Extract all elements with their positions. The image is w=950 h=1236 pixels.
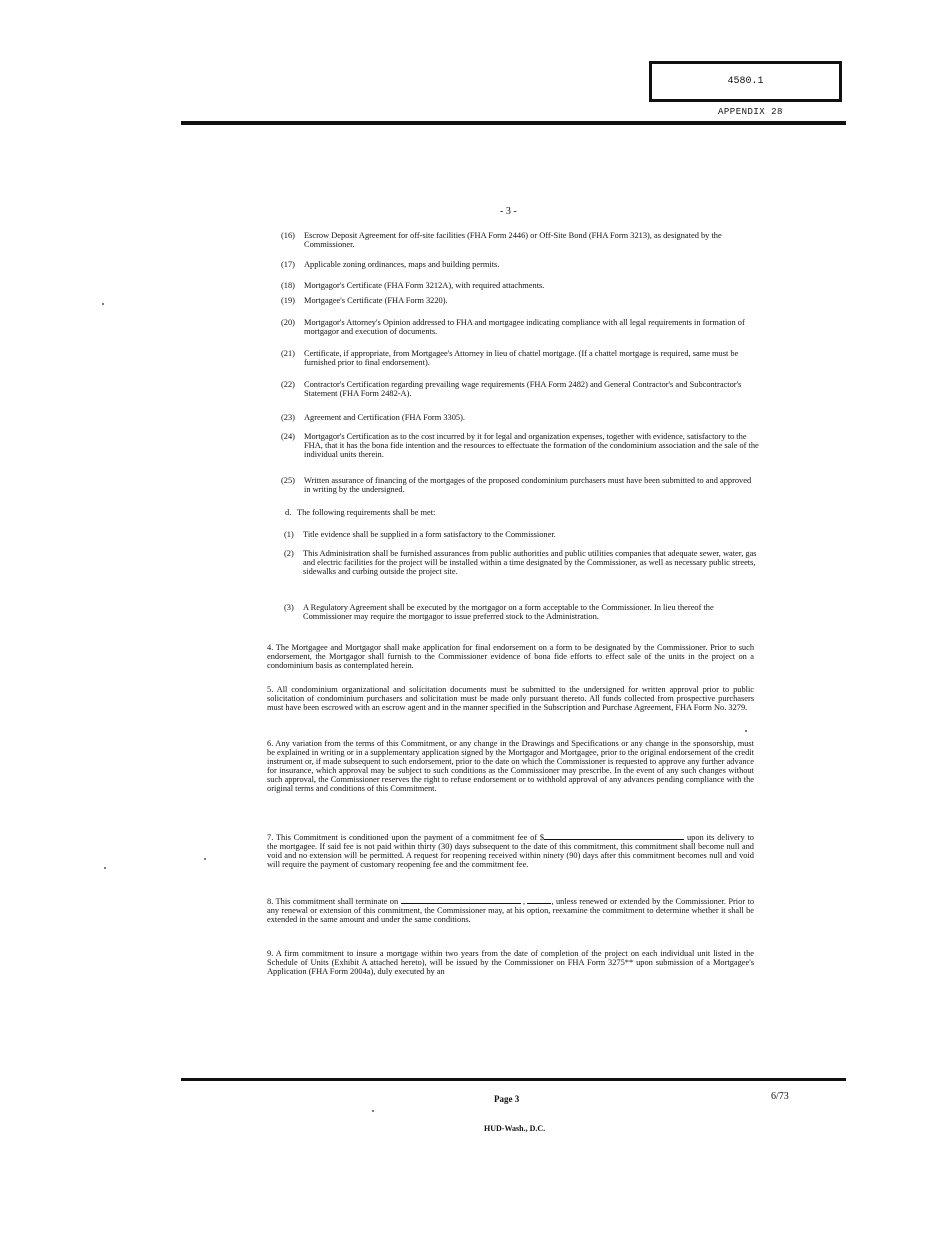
item-number: (3) (284, 603, 294, 612)
paragraph-7-start: 7. This Commitment is conditioned upon the payment of a commitment fee of $ (267, 833, 545, 842)
item-text: Mortgagor's Certificate (FHA Form 3212A), with required attachments. (304, 281, 545, 290)
page-marker: - 3 - (500, 206, 517, 217)
item-text: Mortgagor's Certification as to the cost incurred by it for legal and organization expenses, together with evidence, satisfactory to the FHA, that it has the bona fide intention and the resources to effectuate the formation of the condominium association and the sale of the individual units therein. (304, 432, 759, 459)
scan-speck (102, 303, 104, 305)
item-text: Written assurance of financing of the mortgages of the proposed condominium purchasers must have been submitted to and approved in writing by the undersigned. (304, 476, 752, 494)
paragraph-8-rest: , unless renewed or extended by the Commissioner. Prior to any renewal or extension of this commitment, the Commissioner may, at his option, reexamine the commitment to determine whether it shall be extended in the same amount and under the same conditions. (267, 897, 755, 924)
section-label: d. (285, 508, 292, 517)
list-item (281, 296, 759, 305)
list-item (281, 318, 759, 336)
paragraph-4: 4. The Mortgagee and Mortgagor shall make application for final endorsement on a form to be designated by the Commissioner. Prior to such endorsement, the Mortgagor shall furnish to the Commissioner evidence of bona fide efforts to effect sale of the units in the project on a condominium basis as contemplated herein. (267, 643, 754, 670)
item-number: (23) (281, 413, 295, 422)
footer-rule (181, 1078, 846, 1081)
item-number: (2) (284, 549, 294, 558)
scan-speck (204, 858, 206, 860)
item-text: Applicable zoning ordinances, maps and building permits. (304, 260, 500, 269)
list-item (281, 231, 759, 249)
list-item (281, 380, 759, 398)
document-number: 4580.1 (727, 76, 764, 87)
footer-page-number: Page 3 (494, 1094, 520, 1104)
scan-speck (104, 867, 106, 869)
item-text: Mortgagee's Certificate (FHA Form 3220). (304, 296, 448, 305)
item-text: A Regulatory Agreement shall be executed by the mortgagor on a form acceptable to the Commissioner. In lieu thereof the Commissioner may require the mortgagor to issue preferred stock to the Administration. (303, 603, 714, 621)
list-item (281, 281, 759, 290)
termination-date-blank (401, 896, 521, 904)
document-number-box (649, 61, 842, 102)
item-number: (19) (281, 296, 295, 305)
paragraph-5: 5. All condominium organizational and solicitation documents must be submitted to the undersigned for written approval prior to public solicitation of condominium purchasers and solicitation must be made only pursuant thereto. All funds collected from prospective purchasers must have been escrowed with an escrow agent and in the manner specified in the Subscription and Purchase Agreement, FHA Form No. 3279. (267, 685, 754, 712)
item-text: Certificate, if appropriate, from Mortgagee's Attorney in lieu of chattel mortgage. (If a chattel mortgage is required, same must be furnished prior to final endorsement). (304, 349, 739, 367)
paragraph-6: 6. Any variation from the terms of this Commitment, or any change in the Drawings and Specifications or any change in the sponsorship, must be explained in writing or in a supplementary application signed by the Mortgagor and Mortgagee, prior to the original endorsement of the credit instrument or, if made subsequent to such endorsement, prior to the date on which the Commissioner is requested to approve any further advance for insurance, which approval may be subject to such conditions as the Commissioner may prescribe. In the event of any such changes without such approval, the Commissioner reserves the right to refuse endorsement or to withhold approval of any advances pending compliance with the original terms and conditions of this Commitment. (267, 739, 754, 793)
item-number: (22) (281, 380, 295, 389)
paragraph-7-rest: upon its delivery to the mortgagee. If said fee is not paid within thirty (30) days subsequent to the date of this commitment, this commitment shall become null and void and no extension will be permitted. A request for reopening received within ninety (90) days after this commitment becomes null and void will require the payment of customary reopening fee and the commitment fee. (267, 833, 754, 869)
paragraph-7 (267, 832, 754, 869)
list-item (284, 603, 759, 621)
item-text: Escrow Deposit Agreement for off-site facilities (FHA Form 2446) or Off-Site Bond (FHA Form 3213), as designated by the Commissioner. (304, 231, 722, 249)
paragraph-9: 9. A firm commitment to insure a mortgage within two years from the date of completion of the project on each individual unit listed in the Schedule of Units (Exhibit A attached hereto), will be issued by the Commissioner on FHA Form 3275** upon submission of a Mortgagee's Application (FHA Form 2004a), duly executed by an (267, 949, 754, 976)
paragraph-8-separator: , (522, 897, 526, 906)
item-number: (20) (281, 318, 295, 327)
item-number: (18) (281, 281, 295, 290)
scan-speck (745, 730, 747, 732)
item-number: (25) (281, 476, 295, 485)
section-d-heading (285, 508, 755, 517)
list-item (281, 260, 759, 269)
list-item (281, 349, 759, 367)
item-number: (21) (281, 349, 295, 358)
list-item (281, 476, 759, 494)
list-item (281, 432, 759, 459)
appendix-label: APPENDIX 28 (718, 107, 783, 117)
list-item (284, 530, 759, 539)
footer-date: 6/73 (771, 1091, 789, 1102)
fee-amount-blank (544, 832, 684, 840)
list-item (284, 549, 759, 576)
item-text: Title evidence shall be supplied in a form satisfactory to the Commissioner. (303, 530, 556, 539)
item-text: This Administration shall be furnished assurances from public authorities and public utilities companies that adequate sewer, water, gas and electric facilities for the project will be installed within a time designated by the Commissioner, as well as necessary public streets, sidewalks and curbing outside the project site. (303, 549, 757, 576)
item-number: (17) (281, 260, 295, 269)
item-number: (16) (281, 231, 295, 240)
section-text: The following requirements shall be met: (297, 508, 436, 517)
item-text: Contractor's Certification regarding prevailing wage requirements (FHA Form 2482) and General Contractor's and Subcontractor's Statement (FHA Form 2482-A). (304, 380, 742, 398)
header-rule (181, 121, 846, 125)
item-text: Agreement and Certification (FHA Form 3305). (304, 413, 465, 422)
paragraph-8-start: 8. This commitment shall terminate on (267, 897, 399, 906)
item-text: Mortgagor's Attorney's Opinion addressed to FHA and mortgagee indicating compliance with all legal requirements in formation of mortgagor and execution of documents. (304, 318, 745, 336)
list-item (281, 413, 759, 422)
paragraph-8 (267, 896, 754, 924)
item-number: (24) (281, 432, 295, 441)
termination-year-blank (527, 896, 551, 904)
footer-location: HUD-Wash., D.C. (484, 1124, 546, 1133)
item-number: (1) (284, 530, 294, 539)
scan-speck (372, 1110, 374, 1112)
